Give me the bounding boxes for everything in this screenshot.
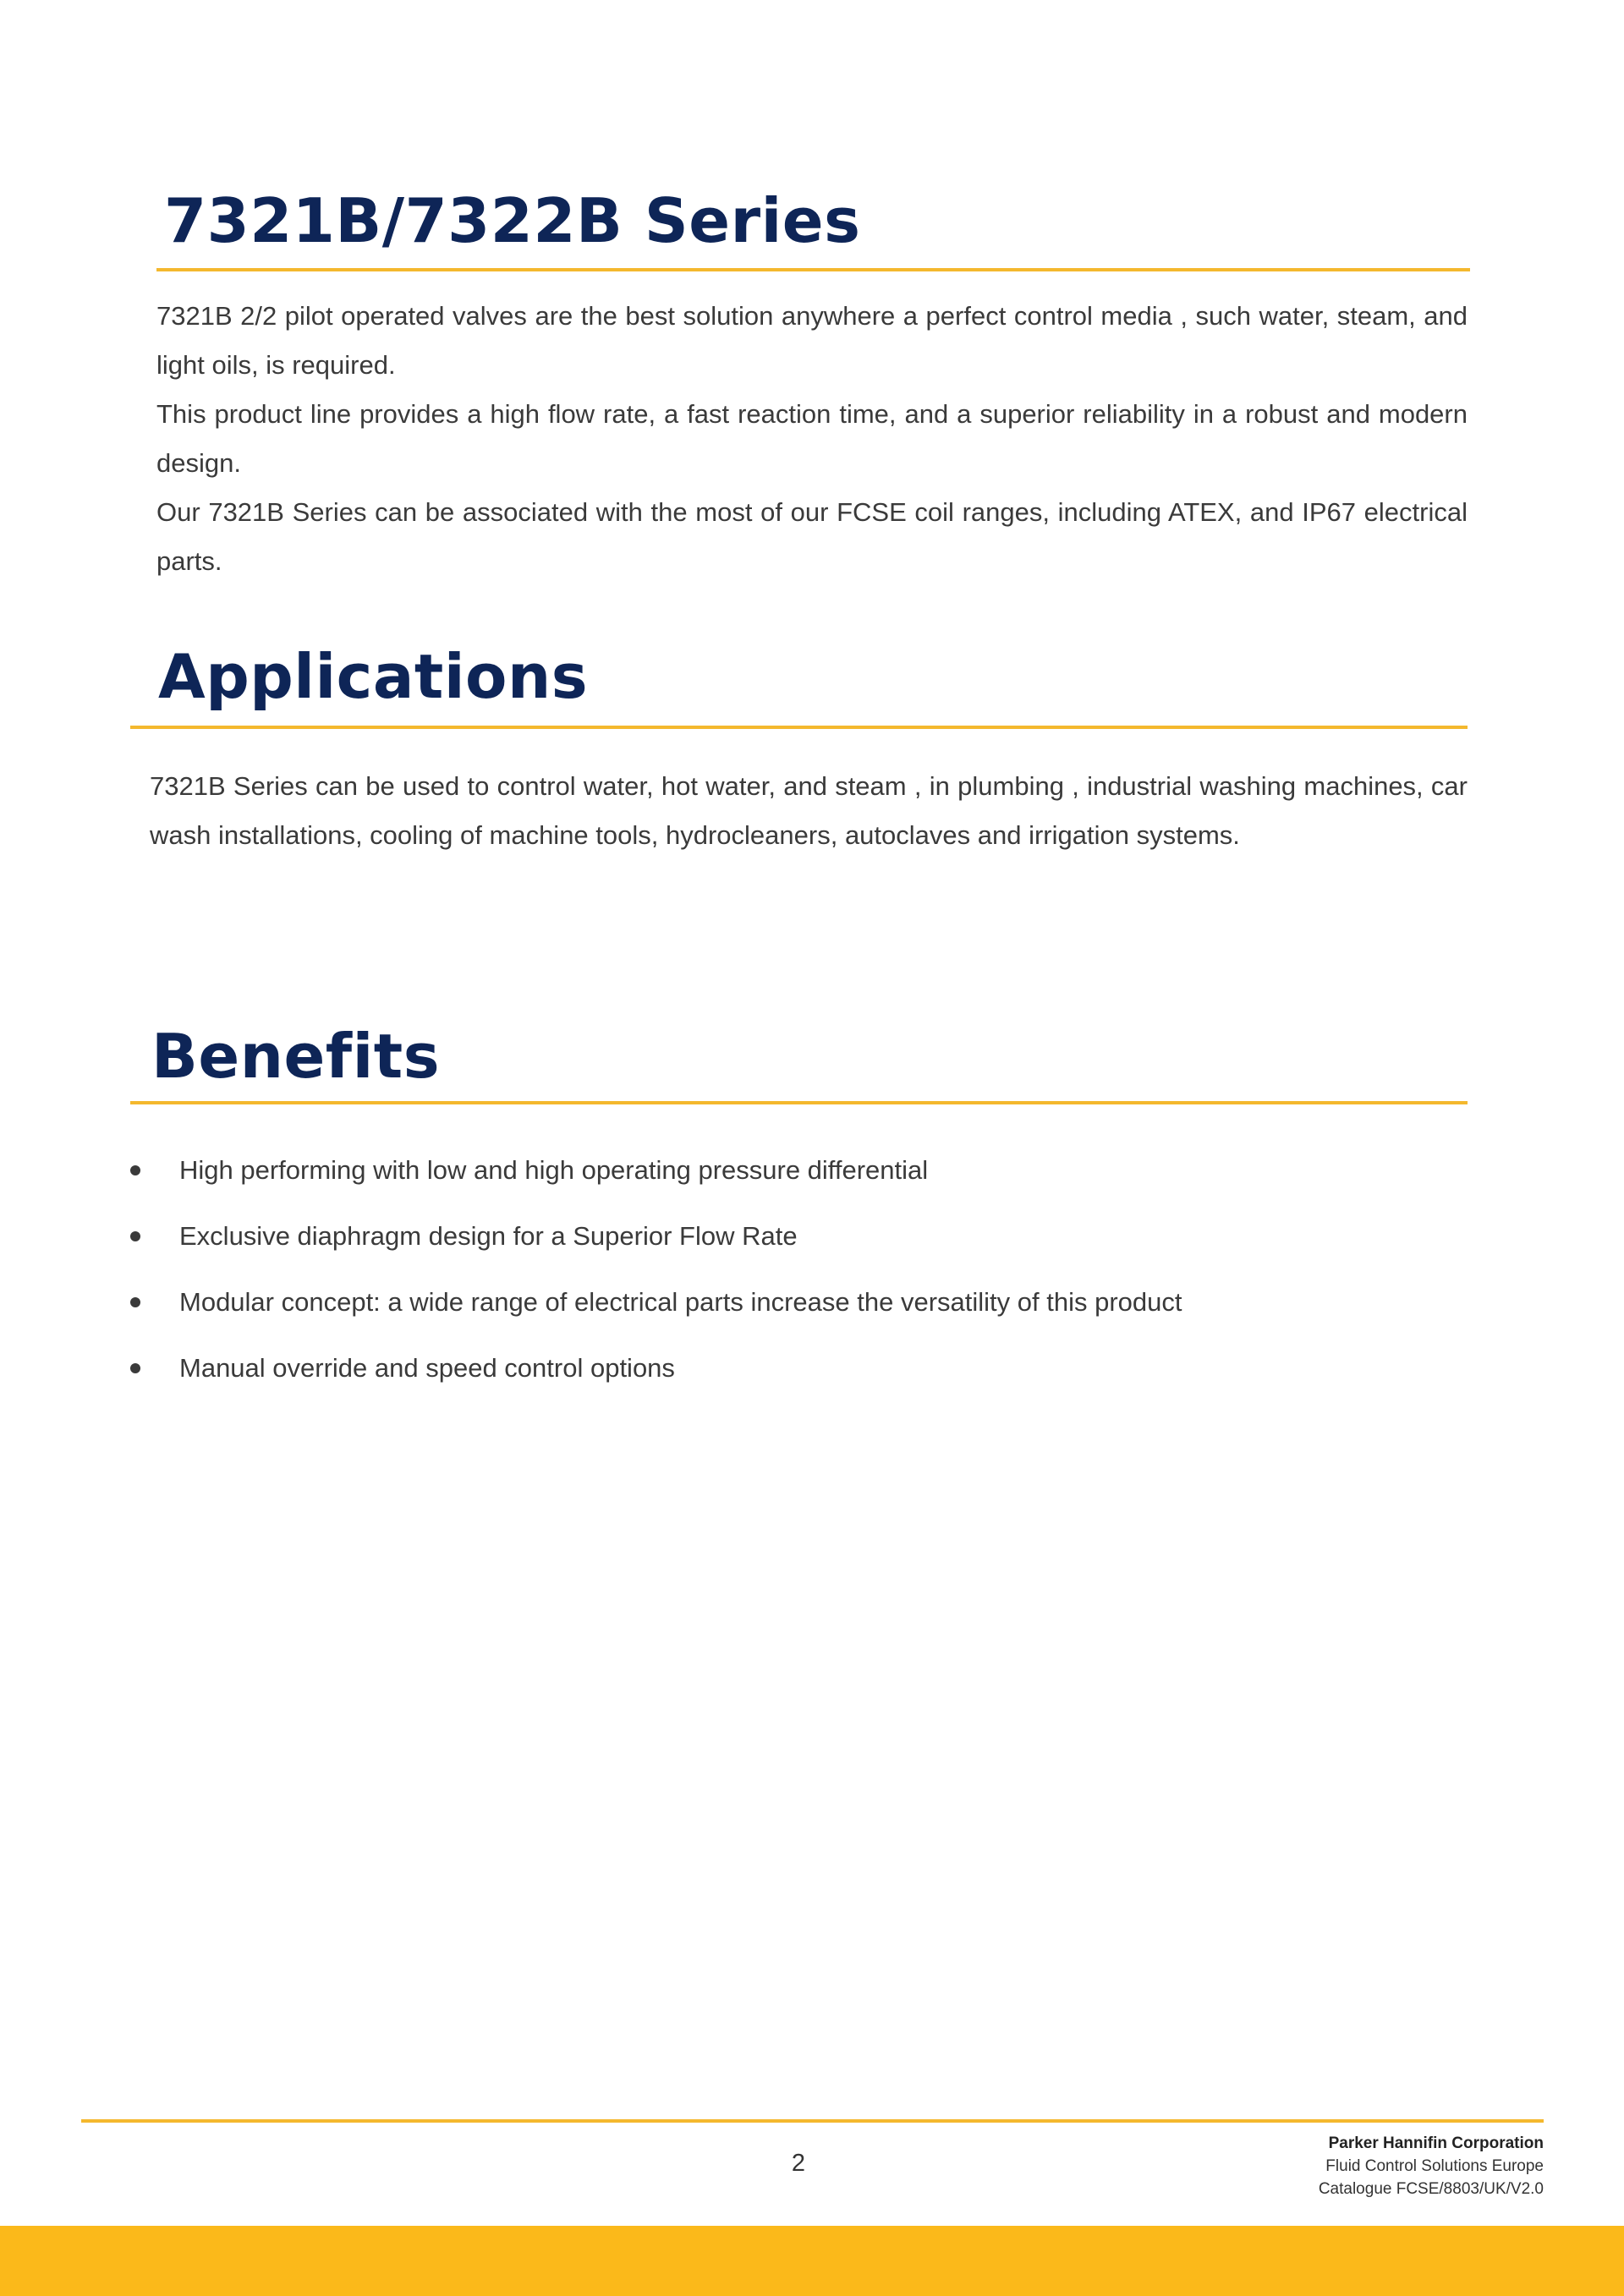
- series-title: 7321B/7322B Series: [164, 185, 861, 256]
- benefit-item-text: High performing with low and high operating pressure differential: [179, 1155, 929, 1185]
- bullet-icon: [130, 1231, 140, 1241]
- benefit-item-text: Modular concept: a wide range of electrical parts increase the versatility of this product: [179, 1287, 1182, 1317]
- benefit-item: [129, 1278, 1465, 1344]
- applications-underline: [130, 726, 1468, 729]
- benefit-item-text: Manual override and speed control options: [179, 1353, 675, 1383]
- footer-color-band: [0, 2226, 1624, 2296]
- benefits-heading: Benefits: [151, 1021, 441, 1092]
- bullet-icon: [130, 1363, 140, 1373]
- benefit-item: [129, 1212, 1465, 1278]
- benefit-item-text: Exclusive diaphragm design for a Superior Flow Rate: [179, 1221, 798, 1251]
- benefits-underline: [130, 1101, 1468, 1104]
- page-number: 2: [791, 2150, 806, 2177]
- series-intro-paragraph-1: 7321B 2/2 pilot operated valves are the best solution anywhere a perfect control media , such water, steam, and light oils, is required.: [156, 301, 1468, 380]
- benefit-item: [129, 1146, 1465, 1212]
- bullet-icon: [130, 1297, 140, 1307]
- footer-divider: [81, 2119, 1544, 2123]
- bullet-icon: [130, 1165, 140, 1175]
- applications-heading: Applications: [158, 641, 589, 712]
- benefits-list: [129, 1146, 1465, 1410]
- applications-paragraph: 7321B Series can be used to control water, hot water, and steam , in plumbing , industrial washing machines, car wash installations, cooling of machine tools, hydrocleaners, autoclaves and irrigation systems.: [150, 771, 1468, 850]
- series-intro-paragraph-2: This product line provides a high flow rate, a fast reaction time, and a superior reliability in a robust and modern design.: [156, 399, 1468, 478]
- series-intro-paragraph-3: Our 7321B Series can be associated with the most of our FCSE coil ranges, including ATEX, and IP67 electrical parts.: [156, 497, 1468, 576]
- benefit-item: [129, 1344, 1465, 1410]
- footer-company-info: [1319, 2132, 1544, 2200]
- company-name: Parker Hannifin Corporation: [1328, 2134, 1544, 2152]
- series-title-underline: [156, 268, 1470, 271]
- company-division: Fluid Control Solutions Europe: [1325, 2157, 1544, 2175]
- catalogue-code: Catalogue FCSE/8803/UK/V2.0: [1318, 2180, 1544, 2198]
